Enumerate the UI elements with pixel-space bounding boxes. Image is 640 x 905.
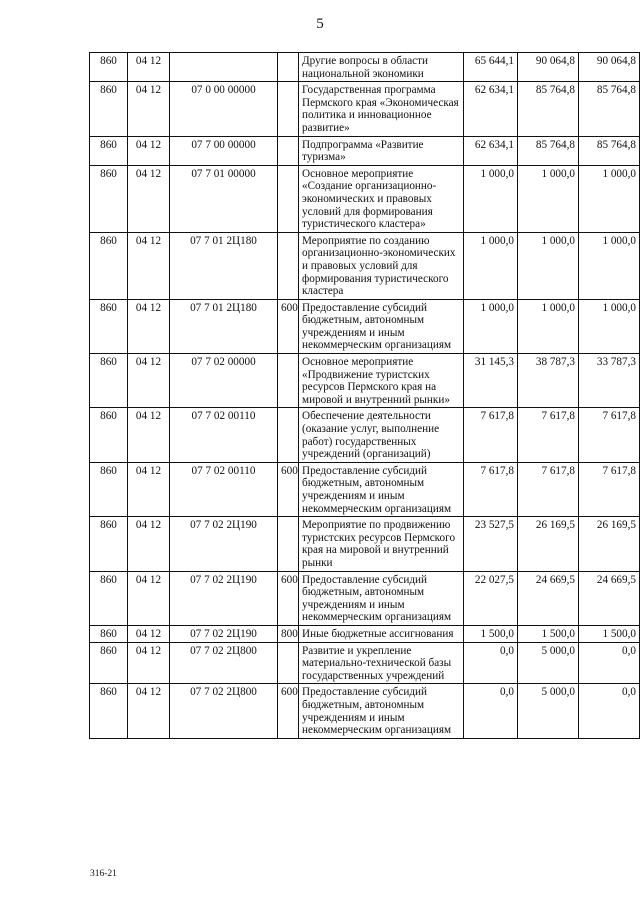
table-row [90,53,640,82]
item-name-cell: Другие вопросы в области национальной экономики [299,53,464,82]
section-code-cell: 04 12 [128,165,170,232]
admin-code-cell: 860 [90,408,128,462]
target-item-cell: 07 7 01 2Ц180 [170,232,278,299]
section-code-cell: 04 12 [128,462,170,516]
expense-type-cell: 800 [278,625,299,642]
table-row [90,625,640,642]
table-row [90,462,640,516]
expense-type-cell [278,165,299,232]
amount-year2-cell: 38 787,3 [518,354,579,408]
admin-code-cell: 860 [90,642,128,684]
item-name-cell: Подпрограмма «Развитие туризма» [299,136,464,165]
target-item-cell: 07 7 02 2Ц800 [170,684,278,738]
admin-code-cell: 860 [90,136,128,165]
amount-year1-cell: 62 634,1 [464,136,518,165]
section-code-cell: 04 12 [128,625,170,642]
expense-type-cell [278,517,299,571]
admin-code-cell: 860 [90,571,128,625]
expense-type-cell: 600 [278,462,299,516]
item-name-cell: Предоставление субсидий бюджетным, автономным учреждениям и иным некоммерческим организациям [299,571,464,625]
target-item-cell: 07 7 02 2Ц800 [170,642,278,684]
amount-year3-cell: 7 617,8 [579,462,640,516]
table-row [90,642,640,684]
table-row [90,571,640,625]
amount-year2-cell: 85 764,8 [518,136,579,165]
section-code-cell: 04 12 [128,642,170,684]
target-item-cell: 07 7 01 2Ц180 [170,299,278,353]
item-name-cell: Предоставление субсидий бюджетным, автономным учреждениям и иным некоммерческим организациям [299,462,464,516]
amount-year3-cell: 0,0 [579,642,640,684]
target-item-cell: 07 7 02 2Ц190 [170,571,278,625]
amount-year2-cell: 7 617,8 [518,462,579,516]
section-code-cell: 04 12 [128,136,170,165]
section-code-cell: 04 12 [128,299,170,353]
amount-year2-cell: 90 064,8 [518,53,579,82]
budget-table-body [90,53,640,739]
admin-code-cell: 860 [90,165,128,232]
amount-year1-cell: 65 644,1 [464,53,518,82]
admin-code-cell: 860 [90,299,128,353]
admin-code-cell: 860 [90,232,128,299]
item-name-cell: Обеспечение деятельности (оказание услуг, выполнение работ) государственных учреждений (организаций) [299,408,464,462]
amount-year1-cell: 23 527,5 [464,517,518,571]
target-item-cell: 07 7 01 00000 [170,165,278,232]
item-name-cell: Развитие и укрепление материально-технической базы государственных учреждений [299,642,464,684]
amount-year3-cell: 26 169,5 [579,517,640,571]
expense-type-cell [278,53,299,82]
amount-year3-cell: 90 064,8 [579,53,640,82]
amount-year1-cell: 1 000,0 [464,165,518,232]
target-item-cell: 07 0 00 00000 [170,82,278,136]
expense-type-cell [278,232,299,299]
amount-year1-cell: 1 500,0 [464,625,518,642]
section-code-cell: 04 12 [128,53,170,82]
admin-code-cell: 860 [90,625,128,642]
expense-type-cell: 600 [278,299,299,353]
amount-year3-cell: 85 764,8 [579,136,640,165]
amount-year1-cell: 0,0 [464,684,518,738]
admin-code-cell: 860 [90,82,128,136]
target-item-cell: 07 7 02 00110 [170,462,278,516]
amount-year3-cell: 1 000,0 [579,165,640,232]
expense-type-cell [278,408,299,462]
item-name-cell: Предоставление субсидий бюджетным, автономным учреждениям и иным некоммерческим организациям [299,299,464,353]
expense-type-cell [278,642,299,684]
target-item-cell [170,53,278,82]
amount-year1-cell: 31 145,3 [464,354,518,408]
expense-type-cell: 600 [278,684,299,738]
amount-year2-cell: 1 000,0 [518,232,579,299]
amount-year1-cell: 1 000,0 [464,232,518,299]
amount-year3-cell: 1 500,0 [579,625,640,642]
table-row [90,299,640,353]
amount-year3-cell: 1 000,0 [579,299,640,353]
amount-year3-cell: 85 764,8 [579,82,640,136]
amount-year3-cell: 24 669,5 [579,571,640,625]
expense-type-cell [278,136,299,165]
section-code-cell: 04 12 [128,232,170,299]
amount-year2-cell: 1 000,0 [518,165,579,232]
amount-year1-cell: 0,0 [464,642,518,684]
section-code-cell: 04 12 [128,684,170,738]
section-code-cell: 04 12 [128,408,170,462]
document-code: 316-21 [90,869,117,879]
expense-type-cell [278,354,299,408]
table-row [90,354,640,408]
amount-year1-cell: 7 617,8 [464,408,518,462]
amount-year2-cell: 85 764,8 [518,82,579,136]
target-item-cell: 07 7 02 2Ц190 [170,517,278,571]
item-name-cell: Основное мероприятие «Создание организационно-экономических и правовых условий для формирования туристического кластера» [299,165,464,232]
admin-code-cell: 860 [90,53,128,82]
item-name-cell: Предоставление субсидий бюджетным, автономным учреждениям и иным некоммерческим организациям [299,684,464,738]
amount-year3-cell: 1 000,0 [579,232,640,299]
target-item-cell: 07 7 02 00110 [170,408,278,462]
item-name-cell: Мероприятие по продвижению туристских ресурсов Пермского края на мировой и внутренний рынки [299,517,464,571]
table-row [90,408,640,462]
target-item-cell: 07 7 02 00000 [170,354,278,408]
item-name-cell: Мероприятие по созданию организационно-экономических и правовых условий для формирования туристического кластера [299,232,464,299]
budget-table [89,52,640,739]
amount-year3-cell: 33 787,3 [579,354,640,408]
amount-year2-cell: 1 500,0 [518,625,579,642]
amount-year1-cell: 7 617,8 [464,462,518,516]
table-row [90,517,640,571]
target-item-cell: 07 7 02 2Ц190 [170,625,278,642]
item-name-cell: Государственная программа Пермского края «Экономическая политика и инновационное развитие» [299,82,464,136]
expense-type-cell: 600 [278,571,299,625]
amount-year2-cell: 24 669,5 [518,571,579,625]
amount-year1-cell: 22 027,5 [464,571,518,625]
admin-code-cell: 860 [90,684,128,738]
amount-year2-cell: 26 169,5 [518,517,579,571]
table-row [90,165,640,232]
section-code-cell: 04 12 [128,354,170,408]
amount-year2-cell: 1 000,0 [518,299,579,353]
amount-year3-cell: 7 617,8 [579,408,640,462]
page-number: 5 [316,16,324,32]
amount-year2-cell: 5 000,0 [518,684,579,738]
amount-year1-cell: 62 634,1 [464,82,518,136]
amount-year2-cell: 5 000,0 [518,642,579,684]
table-row [90,136,640,165]
section-code-cell: 04 12 [128,82,170,136]
admin-code-cell: 860 [90,517,128,571]
table-row [90,684,640,738]
section-code-cell: 04 12 [128,571,170,625]
amount-year3-cell: 0,0 [579,684,640,738]
admin-code-cell: 860 [90,462,128,516]
expense-type-cell [278,82,299,136]
amount-year1-cell: 1 000,0 [464,299,518,353]
amount-year2-cell: 7 617,8 [518,408,579,462]
table-row [90,82,640,136]
section-code-cell: 04 12 [128,517,170,571]
item-name-cell: Иные бюджетные ассигнования [299,625,464,642]
target-item-cell: 07 7 00 00000 [170,136,278,165]
admin-code-cell: 860 [90,354,128,408]
table-row [90,232,640,299]
item-name-cell: Основное мероприятие «Продвижение туристских ресурсов Пермского края на мировой и внутренний рынки» [299,354,464,408]
